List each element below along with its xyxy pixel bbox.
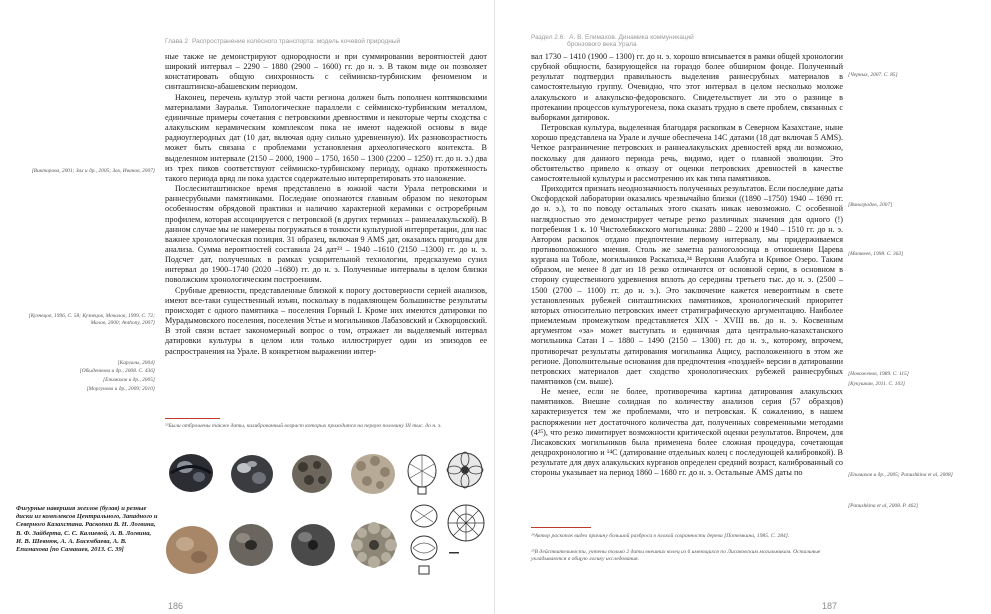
sidenote: [Епимахов и др., 2005] <box>103 377 155 383</box>
paragraph: Послесинташтинское время представлено в южной части Урала петровскими и раннесрубными памятниками. Последние опознаются главным образом по некоторым особенностям обрядовой практики и наличию характерной керамики с остроребрным профилем, которая ассоциируется с петровской (в других терминах – раннеалакульской). В данном случае мы не намерены погружаться в тонкости культурной интерпретации, для нас важнее хронологическая позиция. 31 образец, включая 9 AMS дат, оказались пригодны для анализа. Сумма вероятностей составила 24 дат²³ – 1940 –1610 (2150 –1300) гг. до н. э. Подсчет дат, полученных в рамках ускорительной технологии, предсказуемо сузил интервал до 1900–1740 (2020 –1680) гг. до н. э. Полученные интервалы в целом близки поволжским хронологическим построениям. <box>165 184 487 285</box>
rough-mace-icon <box>225 520 277 570</box>
sidenote: [Обыденнова и др., 2008. С. 436] <box>79 368 155 374</box>
left-page-number: 186 <box>168 601 184 611</box>
sidenote: [Кузнецов, 1996, С. 58; Кузнецов, Мочалов, 1999. С. 72; Малов, 2000; Anthony, 2007] <box>28 313 155 326</box>
figure-caption: Фигурные навершия жезлов (булав) и резные диски из комплексов Центрального, Западного и Северного Казахстана. Раскопки В. Н. Логвина, В. Ф. Зайберта, С. С. Калиевой, А. В. Логвина, И. В. Шевнюк, А. А. Бисембаева, А. В. Епимахова [по Самашев, 2013. С. 39] <box>16 505 158 554</box>
sidenote: [Викторова, 2001; Зах и др., 2005; Зах, Иванов, 2007] <box>31 168 155 174</box>
grooved-disc-icon <box>165 450 217 496</box>
footnote-rule <box>165 418 220 419</box>
figure-maces-discs <box>163 450 488 600</box>
sidenote: [Panushkina et al, 2008. Р. 462] <box>848 503 919 509</box>
paragraph: Приходится признать неоднозначность полученных результатов. Если последние даты Оксфордской лаборатории оказались чрезвычайно близки ((1890 –1750) 1940 – 1690 гг. до н. э.), то по поводу остальных этого сказать никак невозможно. С особенной наглядностью это демонстрирует четыре резко различных значения для одного (!) погребения 1 к. 10 Чистолебяжского могильника: 2880 – 2200 и 1940 – 1510 гг. до н. э. Автором раскопок отдано предпочтение первому интервалу, мы придерживаемся противоположного мнения. Столь же заметна разноголосица в отношении Царева кургана на Тоболе, могильников Раскатиха,²⁴ Верхняя Алабуга и Кривое Озеро. Таким образом, не менее 8 дат из 18 резко отличаются от основной серии, в основном в сторону существенного удревнения вплоть до середины третьего тыс. до н. э. (2500 – 1500 (2700 – 1100) гг. до н. э.). Это заключение кажется невероятным в свете установленных рубежей синташтинских памятников, хронологический приоритет которых относительно петровских имеет стратиграфическую аргументацию. Наиболее приемлемым промежутком представляется XIX - XVIII вв. до н. э. Косвенным аргументом «за» может выступать и единичная дата центрально-казахстанского могильника Сатан I – 1880 – 1490 (2150 – 1300) гг. до н. э., которому, впрочем, противоречат результаты датирования могильника Ащису, расположенного в этом же регионе. Дополнительные основания для предпочтения «поздней» версии в датировании петровских материалов дает сходство хронологических рубежей раннесрубных памятников (см. выше). <box>531 184 843 386</box>
rosette-disc-drawing-icon <box>445 450 485 490</box>
stone-disc-icon <box>287 520 339 570</box>
paragraph: ные также не демонстрируют однородности и при суммировании вероятностей дают широкий интервал – 2290 – 1880 (2900 – 1600) гг. до н. э. В таком виде он позволяет констатировать общую синхронность с сейминско-турбинским феноменом и синташтинско-абашевским периодом. <box>165 52 487 92</box>
footnote: ²³Были отброшены также даты, калиброванный возраст которых приходится на первую половину III тыс. до н. э. <box>165 423 442 429</box>
sidenote: [Виноградов, 2007] <box>848 202 893 208</box>
sidenote: [Черных, 2007. С. 85] <box>848 72 898 78</box>
left-body-text <box>165 52 487 357</box>
footnote: ²⁴Автор раскопок видел причину большой разброса в плохой сохранности дерева [Потемкина, 1985. С. 284]. <box>531 533 790 539</box>
spine-gutter <box>494 0 495 614</box>
footnote-rule <box>531 527 591 528</box>
right-running-head: Раздел 2.6. А. В. Епимахов. Динамика коммуникаций бронзового века Урала <box>531 34 694 48</box>
footnote: ²⁵В действительности, учтены только 2 даты внешних колец из 6 имеющихся по Лисаковским могильникам. Остальные укладываются в общую логику исследования. <box>531 549 821 562</box>
sidenote: [Моргунова и др., 2009; 2010] <box>86 386 155 392</box>
spotted-mace-icon <box>287 452 337 496</box>
sidenote: [Новоженов, 1989. С. 115] <box>848 371 909 377</box>
rosette-drawing-icon <box>445 502 487 562</box>
round-disc-icon <box>163 522 221 578</box>
sidenote: [Матвеев, 1998. С. 363] <box>848 251 904 257</box>
flower-mace-icon <box>347 518 401 572</box>
paragraph: Наконец, перечень культур этой части региона должен быть пополнен коптяковскими материалами Зауралья. Типологические параллели с сейминско-турбинским металлом, единичные примеры сочетания с петровскими древностями и некоторые черты сходства с алакульским керамическим комплексом пока не имеют надежной основы в виде радиоуглеродных дат (10 дат, включая одну сильно удревненную). Их разновозрастность может быть связана с проблемами установления археологического контекста. В выделенном интервале (2150 – 2000, 1900 – 1750, 1650 – 1300 (2200 – 1250) гг. до н. э.) два из трех пиков соответствуют сейминско-турбинскому периоду, однако протяженность такого периода вряд ли пока удастся содержательно интерпретировать это наложение. <box>165 92 487 183</box>
sidenote: [Кукушкин, 2011. С. 103] <box>848 381 905 387</box>
mace-drawing-icon <box>405 450 439 496</box>
paragraph: Не менее, если не более, противоречива картина датирования алакульских памятников. Внешне солидная по количеству анализов серия (57 образцов) характеризуется тем же проблемами, что и петровская. К сожалению, в нашем распоряжении нет достаточного количества дат, полученных современными методами (4²⁵), что резко лимитирует возможности критической оценки результатов. Впрочем, для Лисаковских могильников была применена более сложная процедура, сочетающая дендрохронологию и ¹⁴С (датирование отдельных колец с последующей калибровкой). В результате для двух алакульских курганов определен средний возраст, калиброванный со стороны указывает на период 1860 – 1680 гг. до н. э. Остальные AMS даты по <box>531 387 843 478</box>
sidenote: [Каргалы, 2004] <box>117 360 155 366</box>
bumpy-mace-icon <box>347 450 399 498</box>
bead-drawing-icon <box>407 502 441 578</box>
paragraph: Срубные древности, представленные близкой к порогу достоверности серией анализов, имеют все-таки существенный изъян, поскольку в подавляющем большинстве результаты происходят с одного памятника – поселения Горный I. Кроме них имеются датировки по Мурадымовского поселения, поселения Устье и могильников Лабазовский и Скворцовский. В этой связи встает закономерный вопрос о том, отражает ли выделяемый интервал датировки культуры в целом или только иллюстрирует один из эпизодов ее распространения на Урале. В конкретном выражении интер- <box>165 285 487 356</box>
paragraph: вал 1730 – 1410 (1900 – 1300) гг. до н. э. хорошо вписывается в рамки общей хронологии срубной общности, базирующейся на гораздо более обширном фонде. Полученный результат подтвердил правильность выделения раннесрубных материалов в самостоятельную группу. Очевидно, что этот интервал в целом несколько моложе алакульского и алакульско-федоровского. Свидетельствует ли это о разнице в протекании процессов культурогенеза, пока сказать трудно в свете проблем, связанных с выборками датировок. <box>531 52 843 122</box>
mace-head-icon <box>227 452 277 496</box>
left-running-head: Глава 2 Распространение колёсного транспорта: модель кочевой природный <box>165 38 401 45</box>
sidenote: [Епимахов и др., 2005; Panushkina et al, 2008] <box>848 472 953 478</box>
right-body-text <box>531 52 843 479</box>
paragraph: Петровская культура, выделенная благодаря раскопкам в Северном Казахстане, ныне хорошо представлена на Урале и лучше обеспечена 14С датами (18 дат включая 5 AMS). Четкое разграничение петровских и раннеалакульских древностей вряд ли возможно, поскольку для данного периода речь, видимо, идет о плавной эволюции. Это обстоятельство привело к отказу от оценки петровских древностей в качестве самостоятельной культуры и рассмотрению их как типа памятников. <box>531 123 843 183</box>
right-page-number: 187 <box>822 601 838 611</box>
